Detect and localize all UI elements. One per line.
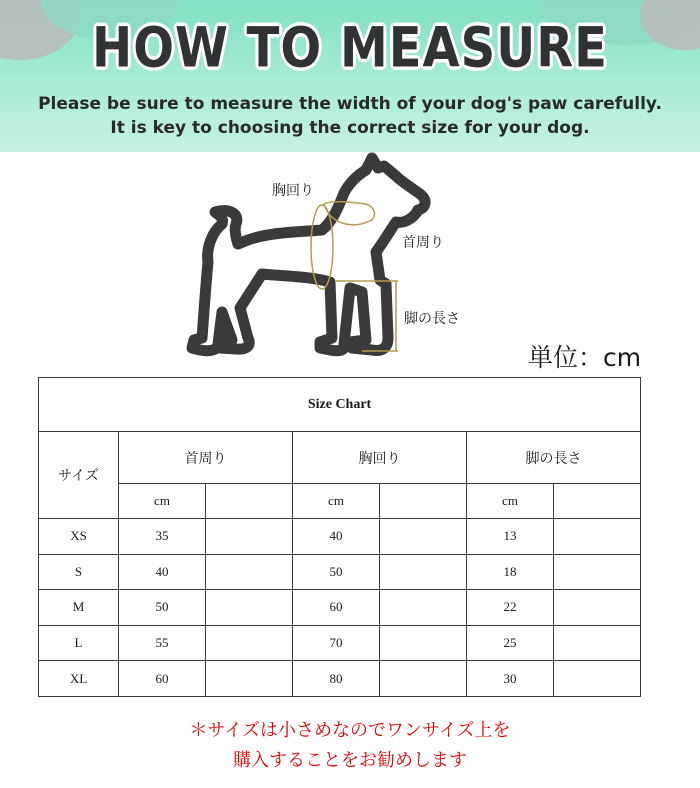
neck-value-cell: 35 [119,519,206,555]
leg-value-cell: 13 [467,519,554,555]
leg-column-header: 脚の長さ [467,432,641,484]
empty-cell [206,625,293,661]
unit-label: 単位：cm [528,343,642,372]
chest-column-header: 胸回り [293,432,467,484]
empty-cell [554,484,641,519]
leg-value-cell: 25 [467,625,554,661]
subtitle-line-2: It is key to choosing the correct size for your dog. [110,118,590,138]
chest-value-cell: 80 [293,661,380,697]
sizing-advice-line-1: ＊サイズは小さめなのでワンサイズ上を [189,720,511,741]
table-row [39,554,641,590]
chest-label: 胸回り [272,183,314,199]
size-cell: XS [39,519,119,555]
empty-cell [380,519,467,555]
chest-value-cell: 60 [293,590,380,626]
chest-value-cell: 40 [293,519,380,555]
sizing-advice-line-2: 購入することをお勧めします [233,750,467,771]
empty-cell [380,590,467,626]
size-column-header: サイズ [39,432,119,519]
leg-length-label: 脚の長さ [404,311,460,327]
table-row [39,519,641,555]
leg-value-cell: 22 [467,590,554,626]
neck-value-cell: 40 [119,554,206,590]
empty-cell [554,554,641,590]
empty-cell [554,519,641,555]
size-chart-table [38,377,641,697]
size-chart-caption: Size Chart [39,378,641,432]
empty-cell [380,661,467,697]
neck-column-header: 首周り [119,432,293,484]
chest-value-cell: 70 [293,625,380,661]
leg-value-cell: 30 [467,661,554,697]
empty-cell [380,554,467,590]
size-cell: XL [39,661,119,697]
table-row [39,625,641,661]
size-cell: L [39,625,119,661]
page-title: HOW TO MEASURE [92,15,608,81]
empty-cell [380,625,467,661]
neck-unit-cell: cm [119,484,206,519]
empty-cell [206,554,293,590]
chest-value-cell: 50 [293,554,380,590]
neck-value-cell: 55 [119,625,206,661]
neck-label: 首周り [402,235,444,251]
empty-cell [554,590,641,626]
empty-cell [380,484,467,519]
empty-cell [206,590,293,626]
header-banner [0,0,700,152]
leg-unit-cell: cm [467,484,554,519]
size-cell: M [39,590,119,626]
table-row [39,590,641,626]
empty-cell [554,661,641,697]
neck-value-cell: 60 [119,661,206,697]
table-row [39,661,641,697]
empty-cell [554,625,641,661]
empty-cell [206,519,293,555]
neck-value-cell: 50 [119,590,206,626]
chest-unit-cell: cm [293,484,380,519]
subtitle-line-1: Please be sure to measure the width of your dog's paw carefully. [38,94,662,114]
empty-cell [206,484,293,519]
leg-value-cell: 18 [467,554,554,590]
empty-cell [206,661,293,697]
size-cell: S [39,554,119,590]
